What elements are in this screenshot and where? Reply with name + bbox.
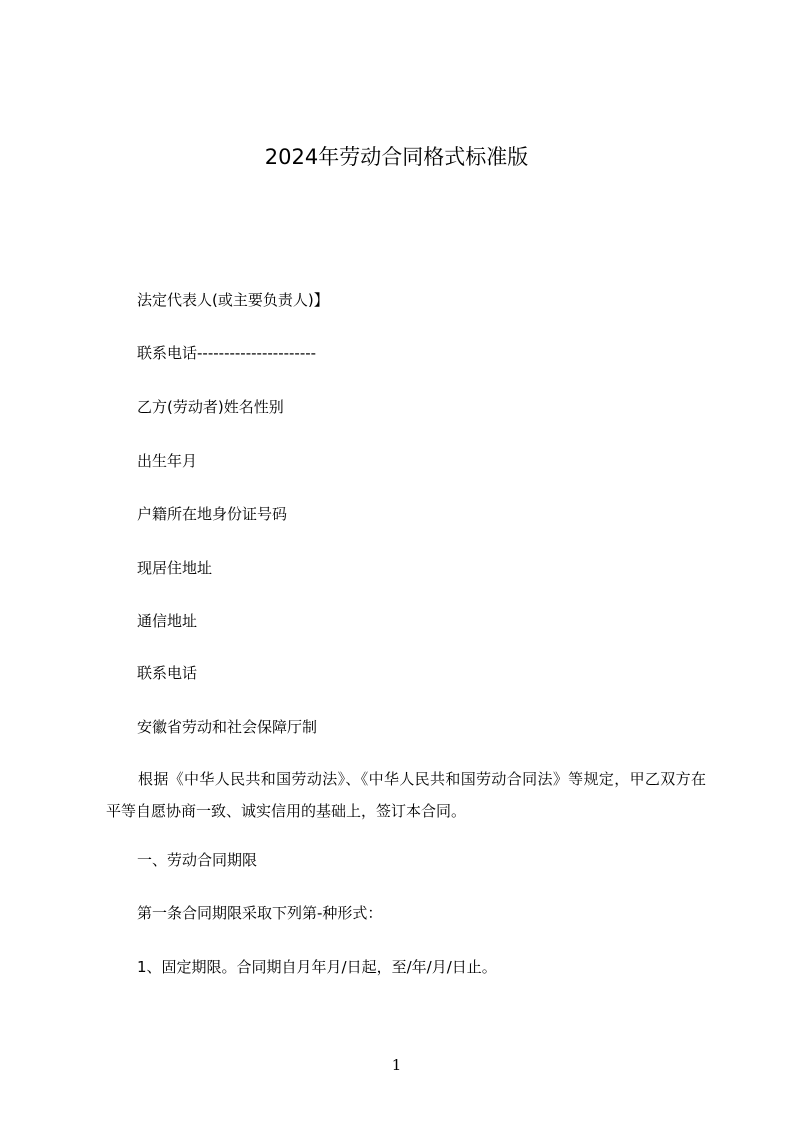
mailing-address-line: 通信地址 (137, 612, 198, 630)
section-heading: 一、劳动合同期限 (137, 851, 258, 869)
page-number: 1 (391, 1056, 402, 1074)
preamble-paragraph: 根据《中华人民共和国劳动法》、《中华人民共和国劳动合同法》等规定，甲乙双方在平等自愿协商一致、诚实信用的基础上，签订本合同。 (106, 770, 706, 820)
household-id-line: 户籍所在地身份证号码 (137, 505, 288, 523)
current-address-line: 现居住地址 (137, 559, 213, 577)
document-title: 2024年劳动合同格式标准版 (264, 145, 529, 169)
item-1: 1、固定期限。合同期自月年月/日起，至/年/月/日止。 (137, 958, 497, 976)
employee-name-gender-line: 乙方(劳动者)姓名性别 (137, 398, 284, 416)
employer-phone-line: 联系电话---------------------- (137, 344, 317, 362)
birth-date-line: 出生年月 (137, 452, 198, 470)
employee-phone-line: 联系电话 (137, 664, 198, 682)
issuer-line: 安徽省劳动和社会保障厅制 (137, 718, 318, 736)
article-1: 第一条合同期限采取下列第-种形式： (137, 904, 383, 922)
legal-representative-line: 法定代表人(或主要负责人)】 (137, 291, 329, 309)
